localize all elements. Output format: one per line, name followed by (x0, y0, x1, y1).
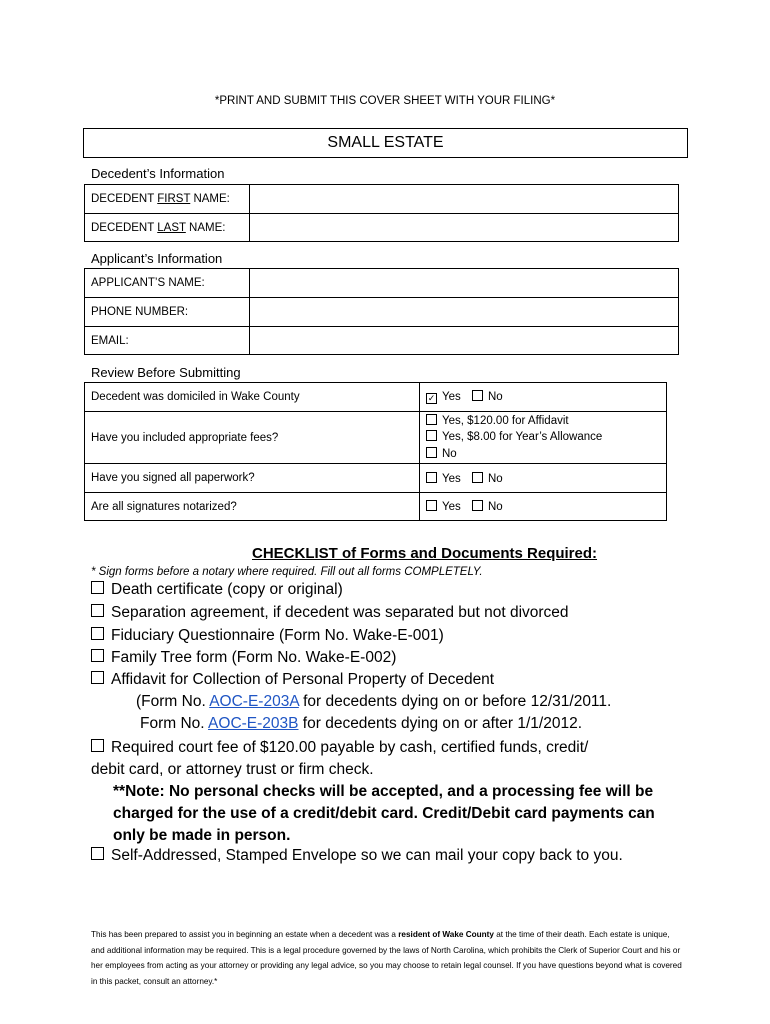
cover-sheet-notice: *PRINT AND SUBMIT THIS COVER SHEET WITH YOUR FILING* (214, 95, 556, 107)
fees-answer: Yes, $120.00 for Affidavit Yes, $8.00 for Year’s Allowance No (420, 412, 667, 464)
domicile-no-checkbox[interactable] (472, 390, 483, 401)
aoc-e-203a-link[interactable]: AOC-E-203A (209, 693, 299, 710)
notarized-no-checkbox[interactable] (472, 500, 483, 511)
notarized-answer: Yes No (420, 493, 667, 521)
review-table (84, 382, 667, 521)
domicile-question: Decedent was domiciled in Wake County (85, 383, 420, 412)
envelope-checkbox[interactable] (91, 847, 104, 860)
court-fee-continuation: debit card, or attorney trust or firm check. (91, 761, 374, 778)
checklist-item-fiduciary-questionnaire: Fiduciary Questionnaire (Form No. Wake-E-001) (91, 627, 444, 645)
decedent-first-name-field[interactable] (250, 185, 679, 214)
checklist-item-family-tree: Family Tree form (Form No. Wake-E-002) (91, 649, 396, 667)
phone-number-label: PHONE NUMBER: (85, 298, 250, 327)
footer-disclaimer: This has been prepared to assist you in beginning an estate when a decedent was a resident of Wake County at the time of their death. Each estate is unique, and additional information may be required. This is a legal procedure governed by the laws of North Carolina, which prohibits the Clerk of Superior Court and his or her employees from acting as your attorney or providing any legal advice, so you may choose to retain legal counsel. If you have questions beyond what is covered in this packet, consult an attorney.* (91, 930, 682, 986)
fee-note-line-2: charged for the use of a credit/debit card. Credit/Debit card payments can (113, 805, 655, 822)
form-title: SMALL ESTATE (83, 128, 688, 158)
aoc-e-203b-link[interactable]: AOC-E-203B (208, 715, 299, 732)
signed-yes-checkbox[interactable] (426, 472, 437, 483)
notarized-yes-checkbox[interactable] (426, 500, 437, 511)
checklist-item-affidavit: Affidavit for Collection of Personal Property of Decedent (91, 671, 494, 689)
applicant-name-field[interactable] (250, 269, 679, 298)
fees-question: Have you included appropriate fees? (85, 412, 420, 464)
phone-number-field[interactable] (250, 298, 679, 327)
fee-note-line-3: only be made in person. (113, 827, 291, 844)
applicant-name-label: APPLICANT’S NAME: (85, 269, 250, 298)
decedent-section-label: Decedent’s Information (91, 166, 225, 181)
email-label: EMAIL: (85, 327, 250, 355)
decedent-last-name-label: DECEDENT LAST NAME: (85, 214, 250, 242)
checklist-heading: CHECKLIST of Forms and Documents Required: (252, 545, 598, 562)
checklist-item-envelope: Self-Addressed, Stamped Envelope so we can mail your copy back to you. (91, 847, 623, 865)
fee-allowance-checkbox[interactable] (426, 430, 437, 441)
signed-question: Have you signed all paperwork? (85, 464, 420, 493)
checklist-note: * Sign forms before a notary where required. Fill out all forms COMPLETELY. (91, 566, 483, 578)
notarized-question: Are all signatures notarized? (85, 493, 420, 521)
affidavit-form-a-line: (Form No. AOC-E-203A for decedents dying on or before 12/31/2011. (136, 693, 612, 710)
checklist-item-court-fee: Required court fee of $120.00 payable by cash, certified funds, credit/ (91, 739, 588, 757)
family-tree-checkbox[interactable] (91, 649, 104, 662)
review-section-label: Review Before Submitting (91, 365, 241, 380)
fiduciary-questionnaire-checkbox[interactable] (91, 627, 104, 640)
death-certificate-checkbox[interactable] (91, 581, 104, 594)
affidavit-form-b-line: Form No. AOC-E-203B for decedents dying on or after 1/1/2012. (140, 715, 582, 732)
affidavit-checkbox[interactable] (91, 671, 104, 684)
checklist-item-death-certificate: Death certificate (copy or original) (91, 581, 343, 599)
email-field[interactable] (250, 327, 679, 355)
separation-agreement-checkbox[interactable] (91, 604, 104, 617)
fee-note-line-1: **Note: No personal checks will be accepted, and a processing fee will be (113, 783, 654, 800)
decedent-last-name-field[interactable] (250, 214, 679, 242)
signed-answer: Yes No (420, 464, 667, 493)
applicant-section-label: Applicant’s Information (91, 251, 223, 266)
decedent-first-name-label: DECEDENT FIRST NAME: (85, 185, 250, 214)
decedent-table (84, 184, 679, 242)
fee-affidavit-checkbox[interactable] (426, 414, 437, 425)
court-fee-checkbox[interactable] (91, 739, 104, 752)
checklist-item-separation-agreement: Separation agreement, if decedent was separated but not divorced (91, 604, 569, 622)
signed-no-checkbox[interactable] (472, 472, 483, 483)
domicile-answer: ✓ Yes No (420, 383, 667, 412)
applicant-table (84, 268, 679, 355)
fee-no-checkbox[interactable] (426, 447, 437, 458)
domicile-yes-checkbox[interactable]: ✓ (427, 393, 436, 403)
